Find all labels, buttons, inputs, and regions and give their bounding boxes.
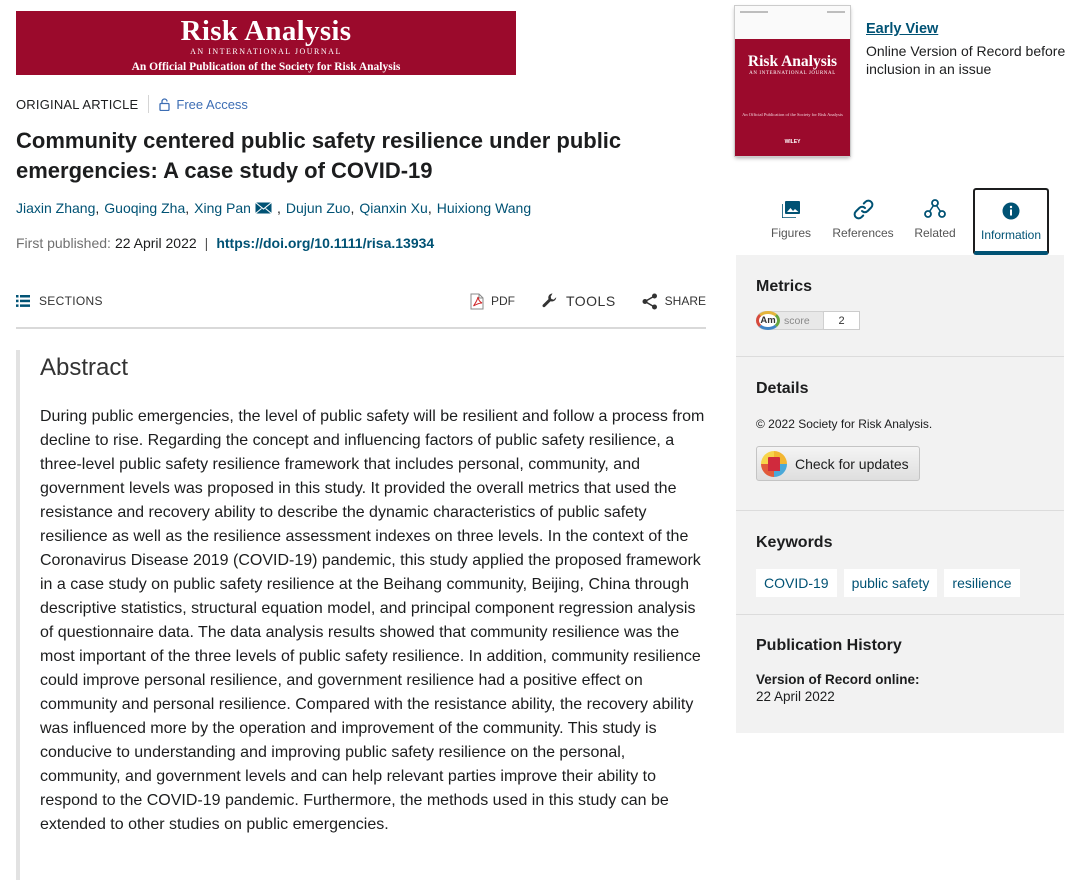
info-icon bbox=[1002, 202, 1020, 220]
link-icon bbox=[853, 199, 874, 220]
check-for-updates-label: Check for updates bbox=[795, 455, 909, 472]
abstract-heading: Abstract bbox=[40, 354, 129, 381]
tab-label: References bbox=[832, 226, 894, 240]
information-panel bbox=[736, 255, 1064, 733]
share-button[interactable] bbox=[642, 293, 706, 310]
article-type: ORIGINAL ARTICLE bbox=[16, 96, 139, 112]
author-link[interactable]: Xing Pan bbox=[194, 200, 251, 216]
tools-button[interactable] bbox=[541, 292, 616, 310]
envelope-icon[interactable] bbox=[255, 202, 272, 214]
list-icon bbox=[16, 295, 30, 307]
share-icon bbox=[642, 293, 658, 310]
check-for-updates-button[interactable] bbox=[756, 446, 920, 481]
early-view-link[interactable]: Early View bbox=[866, 21, 939, 37]
author-link[interactable]: Dujun Zuo bbox=[285, 200, 351, 216]
banner-subtitle: AN INTERNATIONAL JOURNAL bbox=[190, 47, 342, 56]
altmetric-badge[interactable] bbox=[756, 311, 1064, 330]
publication-info bbox=[16, 235, 434, 251]
abstract-section bbox=[16, 350, 706, 880]
publication-history-section bbox=[736, 615, 1064, 733]
crossmark-icon bbox=[761, 451, 787, 477]
pdf-icon bbox=[470, 293, 484, 310]
article-toolbar bbox=[16, 288, 706, 314]
wrench-icon bbox=[541, 292, 559, 310]
first-published-date: 22 April 2022 bbox=[114, 235, 197, 251]
author-link[interactable]: Jiaxin Zhang bbox=[16, 200, 96, 216]
separator: | bbox=[204, 235, 209, 251]
cover-publisher: WILEY bbox=[784, 139, 801, 145]
free-access-badge bbox=[159, 97, 248, 112]
tab-related[interactable] bbox=[899, 188, 971, 255]
metrics-heading: Metrics bbox=[756, 278, 813, 295]
image-icon bbox=[782, 201, 800, 218]
sections-button[interactable] bbox=[16, 294, 103, 308]
sidebar-tabs bbox=[755, 188, 1049, 255]
article-title: Community centered public safety resilience under public emergencies: A case study of COVID-19 bbox=[16, 128, 622, 183]
first-published-label: First published: bbox=[16, 235, 111, 251]
doi-link[interactable]: https://doi.org/10.1111/risa.13934 bbox=[216, 235, 435, 251]
metrics-section bbox=[736, 255, 1064, 357]
author-link[interactable]: Guoqing Zha bbox=[104, 200, 186, 216]
abstract-text: During public emergencies, the level of public safety will be resilient and follow a process from decline to rise. Regarding the concept and influencing factors of public safety resilience, a three-level public safety resilience framework that includes personal, community, and government levels was proposed in this study. It provided the overall metrics that used the resistance and recovery ability to describe the dynamic characteristics of public safety resilience as well as the resilience assessment indexes on three levels. In the context of the Coronavirus Disease 2019 (COVID-19) pandemic, this study applied the proposed framework in a case study on public safety resilience at the Beihang community, Beijing, China through descriptive statistics, structural equation model, and principal component regression analysis of questionnaire data. The data analysis results showed that community resilience was the most important of the three levels of public safety resilience. In addition, community resilience could improve personal resilience, and government resilience had a positive effect on community and personal resilience. Compared with the resistance ability, the recovery ability was influenced more by the operation and improvement of the community. This study is conducive to understanding and improving public safety resilience on the personal, community, and government levels and can help relevant parties improve their ability to respond to the COVID-19 pandemic. Furthermore, the methods used in this study can be extended to other studies on public emergencies. bbox=[40, 408, 705, 833]
tab-figures[interactable] bbox=[755, 188, 827, 255]
unlock-icon bbox=[159, 98, 170, 111]
author-link[interactable]: Huixiong Wang bbox=[436, 200, 532, 216]
sections-label: SECTIONS bbox=[39, 294, 103, 308]
keyword-link[interactable]: public safety bbox=[844, 569, 938, 597]
free-access-label: Free Access bbox=[176, 96, 248, 112]
journal-banner[interactable] bbox=[16, 11, 516, 75]
version-of-record-date: 22 April 2022 bbox=[756, 689, 835, 704]
pdf-label: PDF bbox=[490, 294, 515, 308]
article-meta bbox=[16, 95, 248, 113]
cover-society: An Official Publication of the Society for Risk Analysis bbox=[742, 112, 843, 117]
journal-cover[interactable] bbox=[735, 6, 850, 156]
tab-label: Related bbox=[914, 226, 956, 240]
pdf-button[interactable] bbox=[470, 293, 515, 310]
tab-references[interactable] bbox=[827, 188, 899, 255]
divider bbox=[148, 95, 149, 113]
cover-subtitle: AN INTERNATIONAL JOURNAL bbox=[749, 71, 836, 76]
author-list: Jiaxin Zhang , Guoqing Zha , Xing Pan , Dujun Zuo , Qianxin Xu , Huixiong Wang bbox=[16, 200, 532, 216]
altmetric-donut-icon: Am bbox=[756, 311, 780, 330]
keyword-link[interactable]: resilience bbox=[944, 569, 1019, 597]
keyword-link[interactable]: COVID-19 bbox=[756, 569, 837, 597]
tab-label: Information bbox=[980, 228, 1042, 242]
publication-history-heading: Publication History bbox=[756, 637, 902, 654]
tab-information[interactable] bbox=[973, 188, 1049, 255]
author-link[interactable]: Qianxin Xu bbox=[359, 200, 428, 216]
altmetric-score: 2 bbox=[823, 311, 860, 330]
tools-label: TOOLS bbox=[565, 293, 616, 309]
version-of-record-label: Version of Record online: bbox=[756, 672, 920, 687]
early-view-desc: Online Version of Record before inclusion in an issue bbox=[866, 43, 1066, 77]
keywords-heading: Keywords bbox=[756, 534, 833, 551]
copyright-text: © 2022 Society for Risk Analysis. bbox=[756, 417, 933, 431]
details-heading: Details bbox=[756, 380, 809, 397]
toolbar-divider bbox=[16, 327, 706, 329]
tab-label: Figures bbox=[770, 226, 811, 240]
banner-society: An Official Publication of the Society for Risk Analysis bbox=[131, 61, 401, 73]
details-section bbox=[736, 357, 1064, 511]
share-label: SHARE bbox=[664, 294, 706, 308]
cover-title: Risk Analysis bbox=[747, 53, 838, 70]
early-view bbox=[866, 20, 1066, 78]
keywords-section bbox=[736, 511, 1064, 615]
altmetric-score-label: score bbox=[784, 314, 810, 327]
related-icon bbox=[924, 199, 946, 219]
banner-title: Risk Analysis bbox=[180, 15, 352, 47]
